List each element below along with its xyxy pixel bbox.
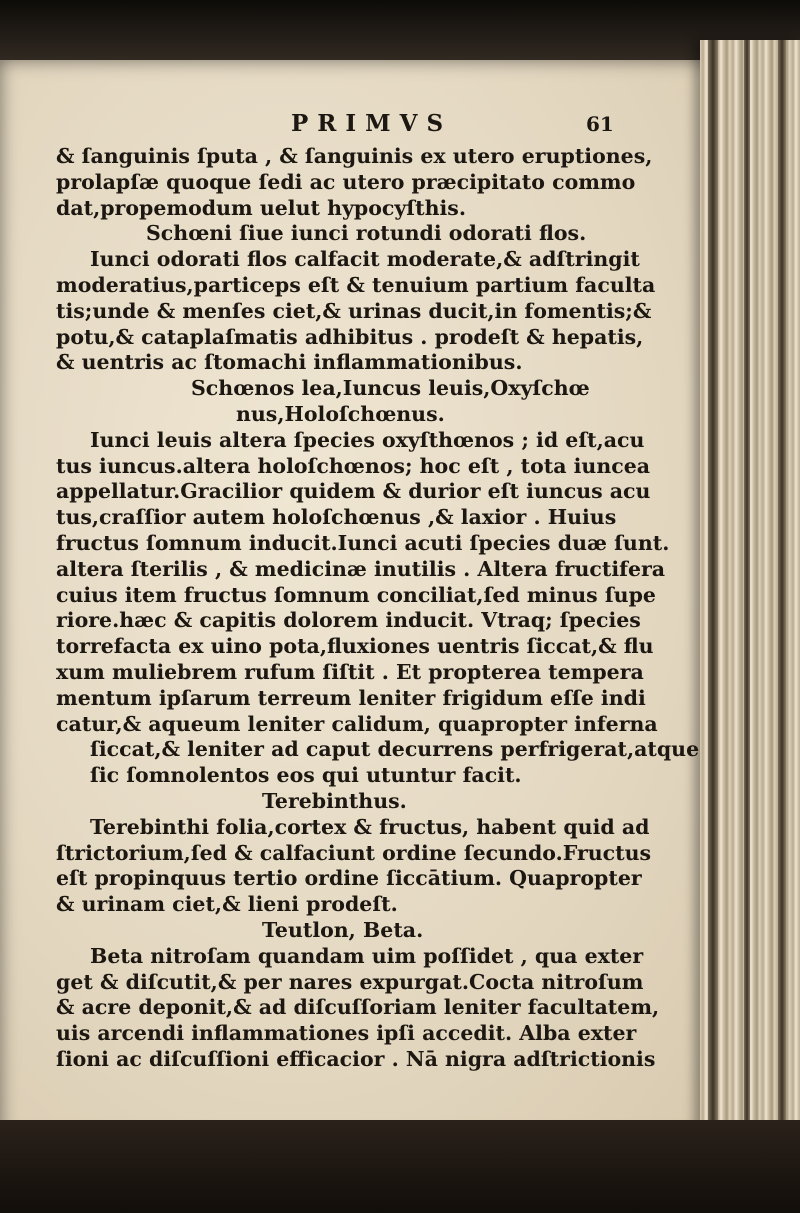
text-line: fructus ſomnum inducit.Iunci acuti ſpecies duæ ſunt. (56, 530, 670, 555)
text-line: riore.hæc & capitis dolorem inducit. Vtraq; ſpecies (56, 608, 641, 633)
text-line: appellatur.Gracilior quidem & durior eſt iuncus acu (56, 479, 651, 504)
text-line: Terebinthi folia,cortex & fructus, habent quid ad (90, 814, 650, 839)
text-line: eſt propinquus tertio ordine ſiccātium. Quapropter (56, 866, 642, 891)
text-line: nus,Holoſchœnus. (236, 401, 445, 426)
text-line: altera ſterilis , & medicinæ inutilis . Altera fructifera (56, 556, 666, 581)
text-line: Iunci leuis altera ſpecies oxyſthœnos ; id eſt,acu (90, 427, 645, 452)
text-line: ſiccat,& leniter ad caput decurrens perfrigerat,atque (90, 737, 700, 762)
text-line: prolapſæ quoque ſedi ac utero præcipitato commo (56, 169, 636, 194)
text-line: xum muliebrem rufum ſiſtit . Et propterea tempera (56, 659, 644, 684)
text-line: uis arcendi inflammationes ipſi accedit. Alba exter (56, 1021, 637, 1046)
text-line: cuius item fructus ſomnum conciliat,ſed minus ſupe (56, 582, 656, 607)
running-head: PRIMVS (291, 110, 453, 137)
text-line: mentum ipſarum terreum leniter frigidum eſſe indi (56, 685, 646, 710)
text-line: potu,& cataplaſmatis adhibitus . prodeſt & hepatis, (56, 324, 644, 349)
book-binding-edge (700, 40, 800, 1140)
text-line: & urinam ciet,& lieni prodeſt. (56, 892, 398, 917)
text-line: Schœnos lea,Iuncus leuis,Oxyſchœ (191, 376, 590, 401)
text-line: ſioni ac diſcuſſioni efficacior . Nā nigra adſtrictionis (56, 1046, 656, 1071)
text-line: & uentris ac ſtomachi inflammationibus. (56, 350, 523, 375)
text-line: Iunci odorati flos calfacit moderate,& adſtringit (90, 247, 640, 272)
text-line: dat,propemodum uelut hypocyſthis. (56, 195, 466, 220)
page-text (56, 110, 700, 1073)
page-edge-shadow (708, 40, 718, 1140)
text-lines (56, 144, 700, 1073)
page-number: 61 (586, 112, 614, 136)
text-line: torrefacta ex uino pota,fluxiones uentris ſiccat,& flu (56, 634, 654, 659)
page-edge-shadow (778, 40, 786, 1140)
text-line: Teutlon, Beta. (262, 917, 424, 942)
text-line: & ſanguinis ſputa , & ſanguinis ex utero eruptiones, (56, 144, 653, 168)
text-line: ſic ſomnolentos eos qui utuntur facit. (90, 763, 522, 788)
scan-bottom-edge (0, 1120, 800, 1213)
page-edge-shadow (744, 40, 750, 1140)
text-line: catur,& aqueum leniter calidum, quapropter inferna (56, 711, 658, 736)
text-line: get & diſcutit,& per nares expurgat.Cocta nitroſum (56, 969, 644, 994)
text-line: tus iuncus.altera holoſchœnos; hoc eſt , tota iuncea (56, 453, 651, 478)
text-line: tis;unde & menſes ciet,& urinas ducit,in fomentis;& (56, 298, 652, 323)
text-line: moderatius,particeps eſt & tenuium partium faculta (56, 272, 656, 297)
text-line: Schœni ſiue iunci rotundi odorati flos. (146, 221, 587, 246)
text-line: Terebinthus. (262, 788, 407, 813)
text-line: ſtrictorium,ſed & calfaciunt ordine ſecundo.Fructus (56, 840, 652, 865)
text-line: & acre deponit,& ad diſcuſſoriam leniter facultatem, (56, 995, 660, 1020)
text-line: tus,craſſior autem holoſchœnus ,& laxior . Huius (56, 505, 617, 530)
page-header (56, 110, 696, 140)
text-line: Beta nitroſam quandam uim poſſidet , qua exter (90, 943, 644, 968)
